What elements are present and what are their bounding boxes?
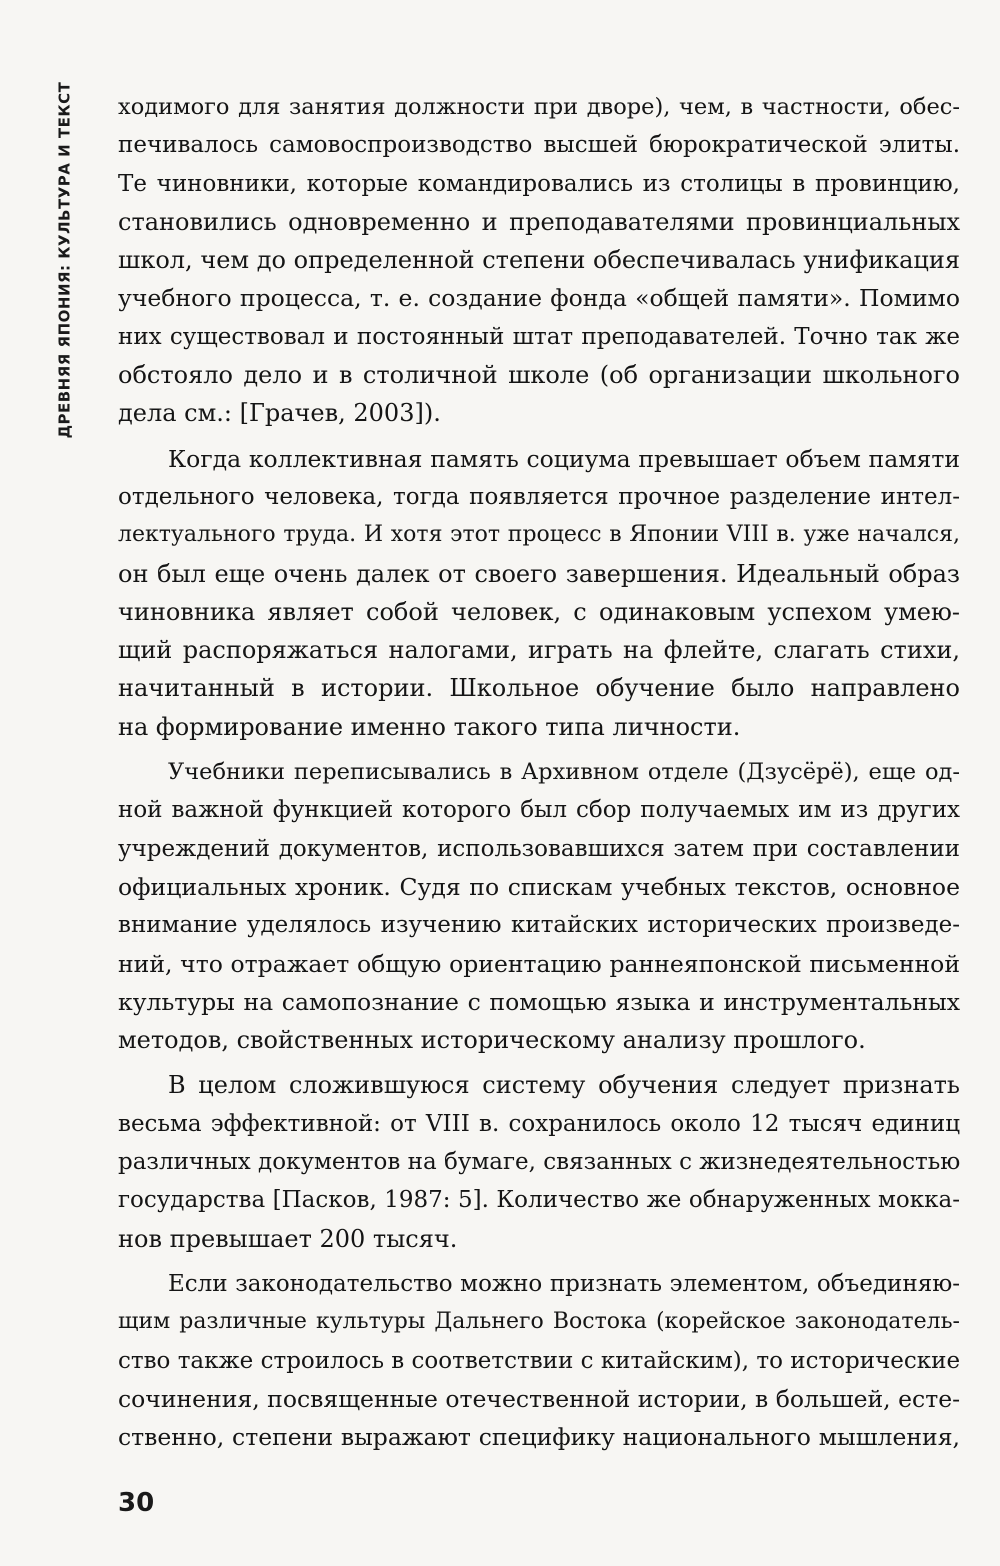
text-line: различных документов на бумаге, связанных с жизнедеятельностью	[118, 1149, 960, 1176]
text-line: В целом сложившуюся систему обучения следует признать	[168, 1071, 960, 1100]
text-line: ний, что отражает общую ориентацию раннеяпонской письменной	[118, 949, 960, 978]
text-line: методов, свойственных историческому анализу прошлого.	[118, 1026, 866, 1055]
text-line: внимание уделялось изучению китайских исторических произведе-	[118, 912, 960, 939]
text-line: печивалось самовоспроизводство высшей бюрократической элиты.	[118, 132, 960, 159]
text-line: становились одновременно и преподавателями провинциальных	[118, 207, 960, 236]
text-line: лектуального труда. И хотя этот процесс в Японии VIII в. уже начался,	[118, 522, 960, 548]
text-line: отдельного человека, тогда появляется прочное разделение интел-	[118, 483, 960, 510]
body-text	[118, 88, 960, 1456]
text-line: щий распоряжаться налогами, играть на флейте, слагать стихи,	[118, 636, 960, 665]
text-line: Когда коллективная память социума превышает объем памяти	[168, 444, 960, 473]
text-line: нов превышает 200 тысяч.	[118, 1224, 458, 1253]
text-line: Те чиновники, которые командировались из столицы в провинцию,	[118, 170, 960, 197]
paragraph-4	[118, 1066, 960, 1257]
text-line: дела см.: [Грачев, 2003]).	[118, 399, 441, 428]
text-line: весьма эффективной: от VIII в. сохранилось около 12 тысяч единиц	[118, 1110, 960, 1137]
text-line: сочинения, посвященные отечественной истории, в большей, есте-	[118, 1384, 960, 1413]
text-line: ходимого для занятия должности при дворе), чем, в частности, обес-	[118, 94, 960, 120]
text-line: начитанный в истории. Школьное обучение было направлено	[118, 674, 960, 703]
paragraph-1	[118, 88, 960, 433]
running-head-text: ДРЕВНЯЯ ЯПОНИЯ: КУЛЬТУРА И ТЕКСТ	[55, 81, 73, 439]
text-line: государства [Пасков, 1987: 5]. Количество же обнаруженных мокка-	[118, 1187, 960, 1214]
text-line: Учебники переписывались в Архивном отделе (Дзусёрё), еще од-	[168, 759, 960, 786]
paragraph-3	[118, 753, 960, 1059]
text-line: них существовал и постоянный штат преподавателей. Точно так же	[118, 323, 960, 350]
text-line: щим различные культуры Дальнего Востока (корейское законодатель-	[118, 1309, 960, 1335]
text-line: ной важной функцией которого был сбор получаемых им из других	[118, 797, 960, 824]
paragraph-5	[118, 1265, 960, 1456]
text-line: ство также строилось в соответствии с китайским), то исторические	[118, 1347, 960, 1374]
text-line: он был еще очень далек от своего завершения. Идеальный образ	[118, 559, 960, 588]
text-line: официальных хроник. Судя по спискам учебных текстов, основное	[118, 872, 960, 901]
text-line: Если законодательство можно признать элементом, объединяю-	[168, 1270, 960, 1297]
text-line: обстояло дело и в столичной школе (об организации школьного	[118, 361, 960, 390]
text-line: на формирование именно такого типа личности.	[118, 712, 741, 741]
text-line: чиновника являет собой человек, с одинаковым успехом умею-	[118, 597, 960, 626]
page-number: 30	[118, 1488, 155, 1518]
text-line: культуры на самопознание с помощью языка и инструментальных	[118, 987, 960, 1016]
running-head	[44, 81, 84, 439]
paragraph-2	[118, 440, 960, 746]
text-line: школ, чем до определенной степени обеспечивалась унификация	[118, 246, 960, 275]
text-line: ственно, степени выражают специфику национального мышления,	[118, 1423, 960, 1452]
text-line: учебного процесса, т. е. создание фонда «общей памяти». Помимо	[118, 284, 960, 313]
text-line: учреждений документов, использовавшихся затем при составлении	[118, 835, 960, 862]
